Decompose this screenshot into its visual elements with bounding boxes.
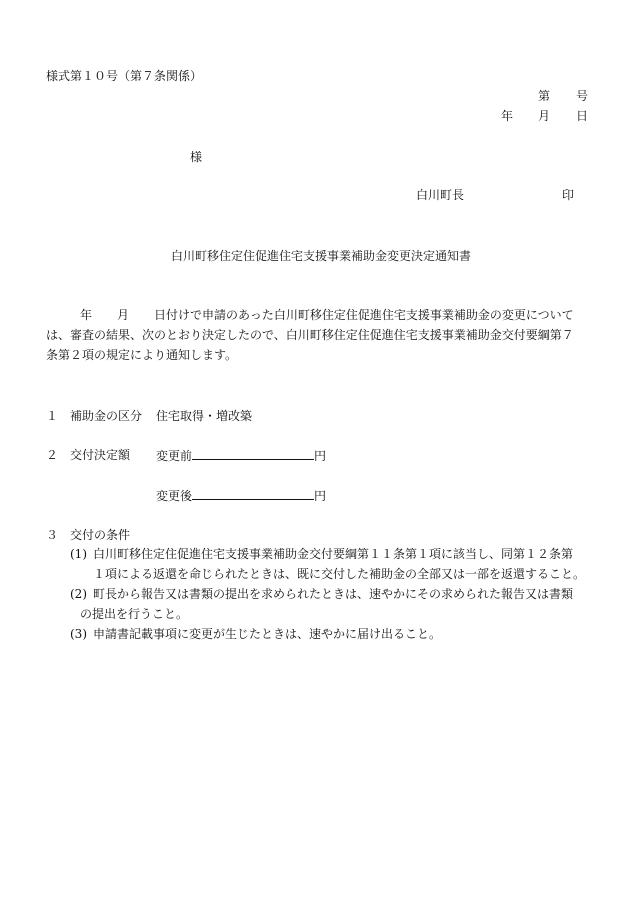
- issuer-seal: 印: [562, 188, 575, 202]
- condition-3-number: (3): [70, 627, 87, 641]
- amount-after-label: 変更後: [156, 489, 193, 503]
- issuer-name: 白川町長: [416, 188, 465, 202]
- amount-after-unit: 円: [314, 489, 327, 503]
- date-month: 月: [538, 109, 551, 123]
- date-year: 年: [501, 109, 514, 123]
- number-go: 号: [576, 89, 589, 103]
- condition-3-line1: 申請書記載事項に変更が生じたときは、速やかに届け出ること。: [93, 627, 442, 641]
- condition-1-number: (1): [70, 547, 87, 561]
- addressee-suffix: 様: [190, 150, 203, 164]
- item1-label: 補助金の区分: [70, 409, 143, 423]
- condition-1-line1: 白川町移住定住促進住宅支援事業補助金交付要綱第１１条第１項に該当し、同第１２条第: [93, 547, 574, 561]
- condition-2-line2: の提出を行うこと。: [80, 607, 189, 621]
- date-day: 日: [576, 109, 589, 123]
- condition-2-line1: 町長から報告又は書類の提出を求められたときは、速やかにその求められた報告又は書類: [93, 587, 574, 601]
- document-title: 白川町移住定住促進住宅支援事業補助金変更決定通知書: [171, 249, 472, 263]
- amount-after-blank: [192, 487, 314, 500]
- item3-number: ３: [46, 528, 59, 542]
- amount-after-row: [156, 487, 326, 504]
- body-line2: は、審査の結果、次のとおり決定したので、白川町移住定住促進住宅支援事業補助金交付要綱第７: [46, 328, 574, 342]
- item2-number: ２: [46, 448, 59, 462]
- body-month: 月: [117, 308, 130, 322]
- amount-before-blank: [192, 447, 314, 460]
- amount-before-row: [156, 447, 326, 464]
- item2-label: 交付決定額: [70, 448, 131, 462]
- amount-before-label: 変更前: [156, 449, 193, 463]
- body-line3: 条第２項の規定により通知します。: [46, 348, 238, 362]
- condition-2-number: (2): [70, 587, 87, 601]
- body-year: 年: [80, 308, 93, 322]
- condition-1-line2: １項による返還を命じられたときは、既に交付した補助金の全部又は一部を返還すること。: [93, 567, 586, 581]
- item3-label: 交付の条件: [70, 528, 131, 542]
- item1-number: １: [46, 409, 59, 423]
- number-dai: 第: [538, 89, 551, 103]
- form-label: 様式第１０号（第７条関係）: [46, 69, 203, 83]
- amount-before-unit: 円: [314, 449, 327, 463]
- body-line1: 日付けで申請のあった白川町移住定住促進住宅支援事業補助金の変更について: [154, 308, 574, 322]
- item1-value: 住宅取得・増改築: [156, 409, 253, 423]
